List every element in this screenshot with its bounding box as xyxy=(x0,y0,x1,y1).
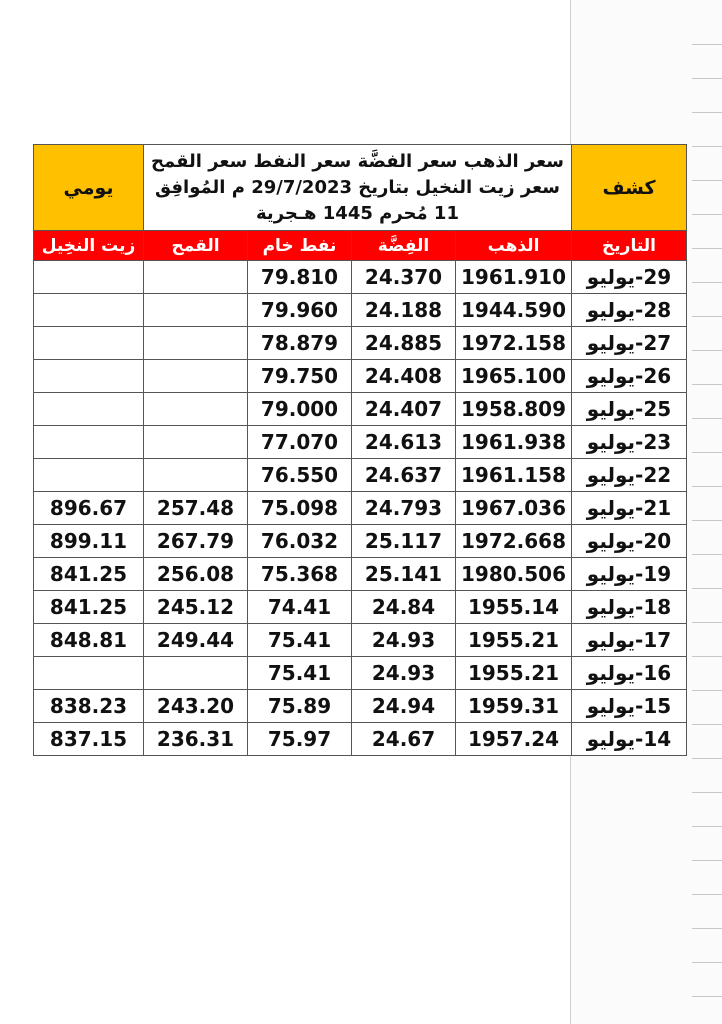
table-row xyxy=(34,624,687,657)
cell-wheat: 267.79 xyxy=(144,525,248,558)
column-header-row xyxy=(34,231,687,261)
margin-rule xyxy=(692,758,722,759)
cell-palm-oil: 841.25 xyxy=(34,591,144,624)
cell-date: 21-يوليو xyxy=(572,492,687,525)
margin-rule xyxy=(692,690,722,691)
margin-rule xyxy=(692,282,722,283)
cell-palm-oil: 841.25 xyxy=(34,558,144,591)
table-row xyxy=(34,459,687,492)
margin-rule xyxy=(692,622,722,623)
cell-crude-oil: 75.41 xyxy=(248,657,352,690)
cell-wheat xyxy=(144,360,248,393)
header-date: التاريخ xyxy=(572,231,687,261)
cell-silver: 25.141 xyxy=(352,558,456,591)
cell-gold: 1972.668 xyxy=(456,525,572,558)
sheet-title: سعر الذهب سعر الفضَّة سعر النفط سعر القمح سعر زيت النخيل بتاريخ 29/7/2023 م المُوافِق 11 مُحرم 1445 هـجرية xyxy=(144,145,572,231)
cell-wheat: 245.12 xyxy=(144,591,248,624)
margin-rule xyxy=(692,384,722,385)
cell-palm-oil xyxy=(34,360,144,393)
cell-gold: 1961.158 xyxy=(456,459,572,492)
margin-rule xyxy=(692,588,722,589)
cell-wheat xyxy=(144,657,248,690)
cell-crude-oil: 79.810 xyxy=(248,261,352,294)
margin-rule xyxy=(692,214,722,215)
cell-silver: 24.188 xyxy=(352,294,456,327)
cell-crude-oil: 74.41 xyxy=(248,591,352,624)
margin-rule xyxy=(692,418,722,419)
cell-gold: 1955.14 xyxy=(456,591,572,624)
cell-palm-oil xyxy=(34,294,144,327)
margin-rule xyxy=(692,350,722,351)
cell-date: 29-يوليو xyxy=(572,261,687,294)
table-row xyxy=(34,525,687,558)
cell-date: 19-يوليو xyxy=(572,558,687,591)
margin-rule xyxy=(692,44,722,45)
cell-wheat xyxy=(144,426,248,459)
cell-gold: 1980.506 xyxy=(456,558,572,591)
cell-gold: 1955.21 xyxy=(456,624,572,657)
cell-date: 25-يوليو xyxy=(572,393,687,426)
cell-wheat: 236.31 xyxy=(144,723,248,756)
margin-rule xyxy=(692,248,722,249)
cell-crude-oil: 75.098 xyxy=(248,492,352,525)
table-row xyxy=(34,327,687,360)
margin-rule xyxy=(692,724,722,725)
cell-silver: 24.94 xyxy=(352,690,456,723)
cell-crude-oil: 79.960 xyxy=(248,294,352,327)
margin-rule xyxy=(692,180,722,181)
margin-rule xyxy=(692,316,722,317)
cell-crude-oil: 77.070 xyxy=(248,426,352,459)
margin-rule xyxy=(692,78,722,79)
cell-palm-oil xyxy=(34,459,144,492)
cell-date: 15-يوليو xyxy=(572,690,687,723)
margin-rule xyxy=(692,486,722,487)
cell-crude-oil: 79.000 xyxy=(248,393,352,426)
table-row xyxy=(34,360,687,393)
cell-palm-oil: 848.81 xyxy=(34,624,144,657)
cell-palm-oil: 837.15 xyxy=(34,723,144,756)
cell-gold: 1967.036 xyxy=(456,492,572,525)
cell-gold: 1957.24 xyxy=(456,723,572,756)
margin-rule xyxy=(692,520,722,521)
table-row xyxy=(34,657,687,690)
cell-gold: 1959.31 xyxy=(456,690,572,723)
cell-date: 22-يوليو xyxy=(572,459,687,492)
header-wheat: القمح xyxy=(144,231,248,261)
table-row xyxy=(34,393,687,426)
table-row xyxy=(34,426,687,459)
cell-date: 20-يوليو xyxy=(572,525,687,558)
cell-crude-oil: 78.879 xyxy=(248,327,352,360)
cell-palm-oil xyxy=(34,657,144,690)
margin-rule xyxy=(692,656,722,657)
cell-date: 27-يوليو xyxy=(572,327,687,360)
cell-palm-oil xyxy=(34,261,144,294)
header-silver: الفِضَّة xyxy=(352,231,456,261)
table-row xyxy=(34,690,687,723)
header-palm-oil: زيت النخِيل xyxy=(34,231,144,261)
cell-silver: 24.84 xyxy=(352,591,456,624)
margin-rule xyxy=(692,996,722,997)
cell-palm-oil: 899.11 xyxy=(34,525,144,558)
margin-rule xyxy=(692,962,722,963)
cell-wheat xyxy=(144,261,248,294)
cell-crude-oil: 76.032 xyxy=(248,525,352,558)
cell-silver: 24.370 xyxy=(352,261,456,294)
cell-crude-oil: 75.41 xyxy=(248,624,352,657)
margin-rule xyxy=(692,894,722,895)
cell-wheat: 243.20 xyxy=(144,690,248,723)
margin-rule xyxy=(692,860,722,861)
cell-palm-oil: 838.23 xyxy=(34,690,144,723)
table-row xyxy=(34,723,687,756)
daily-label: يومي xyxy=(34,145,144,231)
cell-date: 17-يوليو xyxy=(572,624,687,657)
cell-palm-oil xyxy=(34,327,144,360)
cell-silver: 24.637 xyxy=(352,459,456,492)
cell-wheat xyxy=(144,459,248,492)
prices-table xyxy=(33,144,687,756)
cell-gold: 1958.809 xyxy=(456,393,572,426)
margin-rule xyxy=(692,826,722,827)
title-row xyxy=(34,145,687,231)
table-row xyxy=(34,492,687,525)
cell-wheat: 257.48 xyxy=(144,492,248,525)
cell-gold: 1965.100 xyxy=(456,360,572,393)
cell-silver: 24.613 xyxy=(352,426,456,459)
margin-rule xyxy=(692,554,722,555)
report-label: كشف xyxy=(572,145,687,231)
table-row xyxy=(34,558,687,591)
cell-silver: 24.93 xyxy=(352,657,456,690)
cell-silver: 24.407 xyxy=(352,393,456,426)
cell-gold: 1961.910 xyxy=(456,261,572,294)
cell-palm-oil xyxy=(34,393,144,426)
cell-crude-oil: 75.368 xyxy=(248,558,352,591)
cell-crude-oil: 75.89 xyxy=(248,690,352,723)
cell-date: 16-يوليو xyxy=(572,657,687,690)
cell-date: 14-يوليو xyxy=(572,723,687,756)
cell-silver: 25.117 xyxy=(352,525,456,558)
cell-crude-oil: 79.750 xyxy=(248,360,352,393)
cell-silver: 24.67 xyxy=(352,723,456,756)
margin-rule xyxy=(692,146,722,147)
cell-crude-oil: 76.550 xyxy=(248,459,352,492)
cell-gold: 1944.590 xyxy=(456,294,572,327)
margin-rule xyxy=(692,112,722,113)
cell-wheat xyxy=(144,294,248,327)
cell-silver: 24.793 xyxy=(352,492,456,525)
cell-wheat xyxy=(144,327,248,360)
cell-wheat xyxy=(144,393,248,426)
cell-date: 18-يوليو xyxy=(572,591,687,624)
table-row xyxy=(34,261,687,294)
cell-palm-oil: 896.67 xyxy=(34,492,144,525)
margin-rule xyxy=(692,792,722,793)
header-crude-oil: نفط خام xyxy=(248,231,352,261)
header-gold: الذهب xyxy=(456,231,572,261)
margin-rule xyxy=(692,928,722,929)
margin-rule xyxy=(692,452,722,453)
cell-silver: 24.93 xyxy=(352,624,456,657)
table-row xyxy=(34,294,687,327)
cell-gold: 1972.158 xyxy=(456,327,572,360)
cell-date: 23-يوليو xyxy=(572,426,687,459)
cell-silver: 24.885 xyxy=(352,327,456,360)
cell-date: 28-يوليو xyxy=(572,294,687,327)
cell-silver: 24.408 xyxy=(352,360,456,393)
cell-crude-oil: 75.97 xyxy=(248,723,352,756)
cell-palm-oil xyxy=(34,426,144,459)
cell-date: 26-يوليو xyxy=(572,360,687,393)
cell-wheat: 256.08 xyxy=(144,558,248,591)
table-row xyxy=(34,591,687,624)
cell-gold: 1955.21 xyxy=(456,657,572,690)
cell-gold: 1961.938 xyxy=(456,426,572,459)
cell-wheat: 249.44 xyxy=(144,624,248,657)
